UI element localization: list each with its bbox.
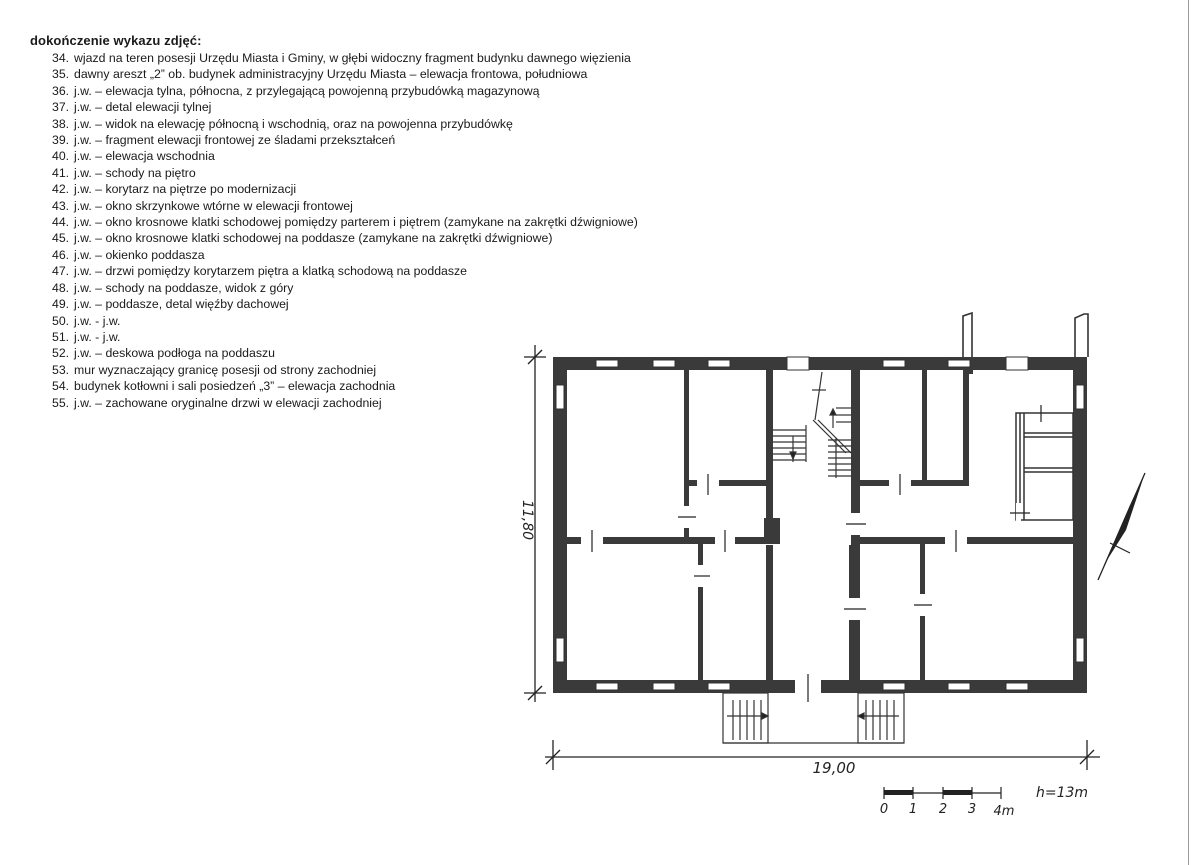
item-text: j.w. – korytarz na piętrze po modernizacji — [74, 182, 297, 197]
list-item — [52, 378, 638, 394]
photo-list — [52, 50, 638, 411]
item-number: 55. — [52, 395, 70, 410]
list-item — [52, 280, 638, 296]
scan-page-edge — [1188, 0, 1189, 865]
item-number: 49. — [52, 297, 70, 312]
depth-dimension-label: 11,80 — [519, 499, 535, 541]
item-number: 35. — [52, 67, 70, 82]
item-number: 54. — [52, 379, 70, 394]
annex-shelves — [1016, 413, 1073, 520]
item-text: j.w. – schody na piętro — [74, 165, 196, 180]
item-text: j.w. – elewacja wschodnia — [74, 149, 215, 164]
item-number: 53. — [52, 362, 70, 377]
item-number: 51. — [52, 329, 70, 344]
list-item — [52, 198, 638, 214]
item-number: 39. — [52, 133, 70, 148]
item-text: j.w. - j.w. — [74, 329, 121, 344]
chimneys — [963, 313, 1088, 357]
stairs — [773, 372, 851, 478]
doors — [581, 405, 1041, 702]
item-number: 41. — [52, 165, 70, 180]
width-dimension-label: 19,00 — [812, 759, 856, 777]
list-item — [52, 247, 638, 263]
scale-tick-label: 1 — [908, 802, 918, 817]
list-item — [52, 263, 638, 279]
item-text: j.w. – okienko poddasza — [74, 247, 205, 262]
list-item — [52, 50, 638, 66]
item-number: 42. — [52, 182, 70, 197]
item-text: wjazd na teren posesji Urzędu Miasta i Gminy, w głębi widoczny fragment budynku dawnego więzienia — [74, 51, 631, 65]
list-item — [52, 395, 638, 411]
item-number: 38. — [52, 116, 70, 131]
item-text: j.w. – drzwi pomiędzy korytarzem piętra a klatką schodową na poddasze — [74, 264, 468, 279]
item-number: 34. — [52, 51, 70, 65]
document-heading: dokończenie wykazu zdjęć: — [30, 33, 202, 48]
item-number: 36. — [52, 83, 70, 98]
scale-tick-label: 4m — [993, 804, 1015, 819]
north-arrow-icon — [1098, 473, 1145, 580]
item-number: 40. — [52, 149, 70, 164]
item-text: j.w. – zachowane oryginalne drzwi w elewacji zachodniej — [74, 395, 382, 410]
item-number: 52. — [52, 346, 70, 361]
list-item — [52, 313, 638, 329]
list-item — [52, 345, 638, 361]
scale-tick-label: 3 — [967, 802, 977, 817]
list-item — [52, 230, 638, 246]
item-text: j.w. – fragment elewacji frontowej ze śladami przekształceń — [74, 133, 396, 148]
item-number: 48. — [52, 280, 70, 295]
list-item — [52, 181, 638, 197]
item-text: dawny areszt „2” ob. budynek administracyjny Urzędu Miasta – elewacja frontowa, południowa — [74, 67, 588, 82]
list-item — [52, 296, 638, 312]
item-text: j.w. – schody na poddasze, widok z góry — [74, 280, 294, 295]
item-text: j.w. – deskowa podłoga na poddaszu — [74, 346, 275, 361]
item-text: budynek kotłowni i sali posiedzeń „3” – elewacja zachodnia — [74, 379, 396, 394]
list-item — [52, 83, 638, 99]
item-text: j.w. – elewacja tylna, północna, z przylegającą powojenną przybudówką magazynową — [74, 83, 540, 98]
list-item — [52, 66, 638, 82]
item-text: j.w. – okno krosnowe klatki schodowej na poddasze (zamykane na zakrętki dźwigniowe) — [74, 231, 553, 246]
height-note: h=13m — [1036, 785, 1089, 801]
item-number: 37. — [52, 100, 70, 115]
list-item — [52, 362, 638, 378]
item-text: mur wyznaczający granicę posesji od strony zachodniej — [74, 362, 377, 377]
item-text: j.w. – okno krosnowe klatki schodowej pomiędzy parterem i piętrem (zamykane na zakrętki dźwigniowe) — [74, 215, 638, 230]
item-text: j.w. – detal elewacji tylnej — [74, 100, 212, 115]
item-text: j.w. – okno skrzynkowe wtórne w elewacji frontowej — [74, 198, 353, 213]
list-item — [52, 99, 638, 115]
entrance-steps — [723, 693, 904, 743]
item-number: 50. — [52, 313, 70, 328]
list-item — [52, 165, 638, 181]
list-item — [52, 329, 638, 345]
item-number: 45. — [52, 231, 70, 246]
list-item — [52, 116, 638, 132]
item-number: 43. — [52, 198, 70, 213]
item-number: 46. — [52, 247, 70, 262]
scale-bar — [884, 787, 1001, 799]
interior-walls — [567, 370, 1073, 680]
item-text: j.w. - j.w. — [74, 313, 121, 328]
item-text: j.w. – widok na elewację północną i wschodnią, oraz na powojenna przybudówkę — [74, 116, 513, 131]
item-number: 44. — [52, 215, 70, 230]
scale-tick-label: 2 — [938, 802, 948, 817]
scale-tick-label: 0 — [879, 802, 889, 817]
item-number: 47. — [52, 264, 70, 279]
list-item — [52, 148, 638, 164]
list-item — [52, 132, 638, 148]
list-item — [52, 214, 638, 230]
item-text: j.w. – poddasze, detal więźby dachowej — [74, 297, 289, 312]
